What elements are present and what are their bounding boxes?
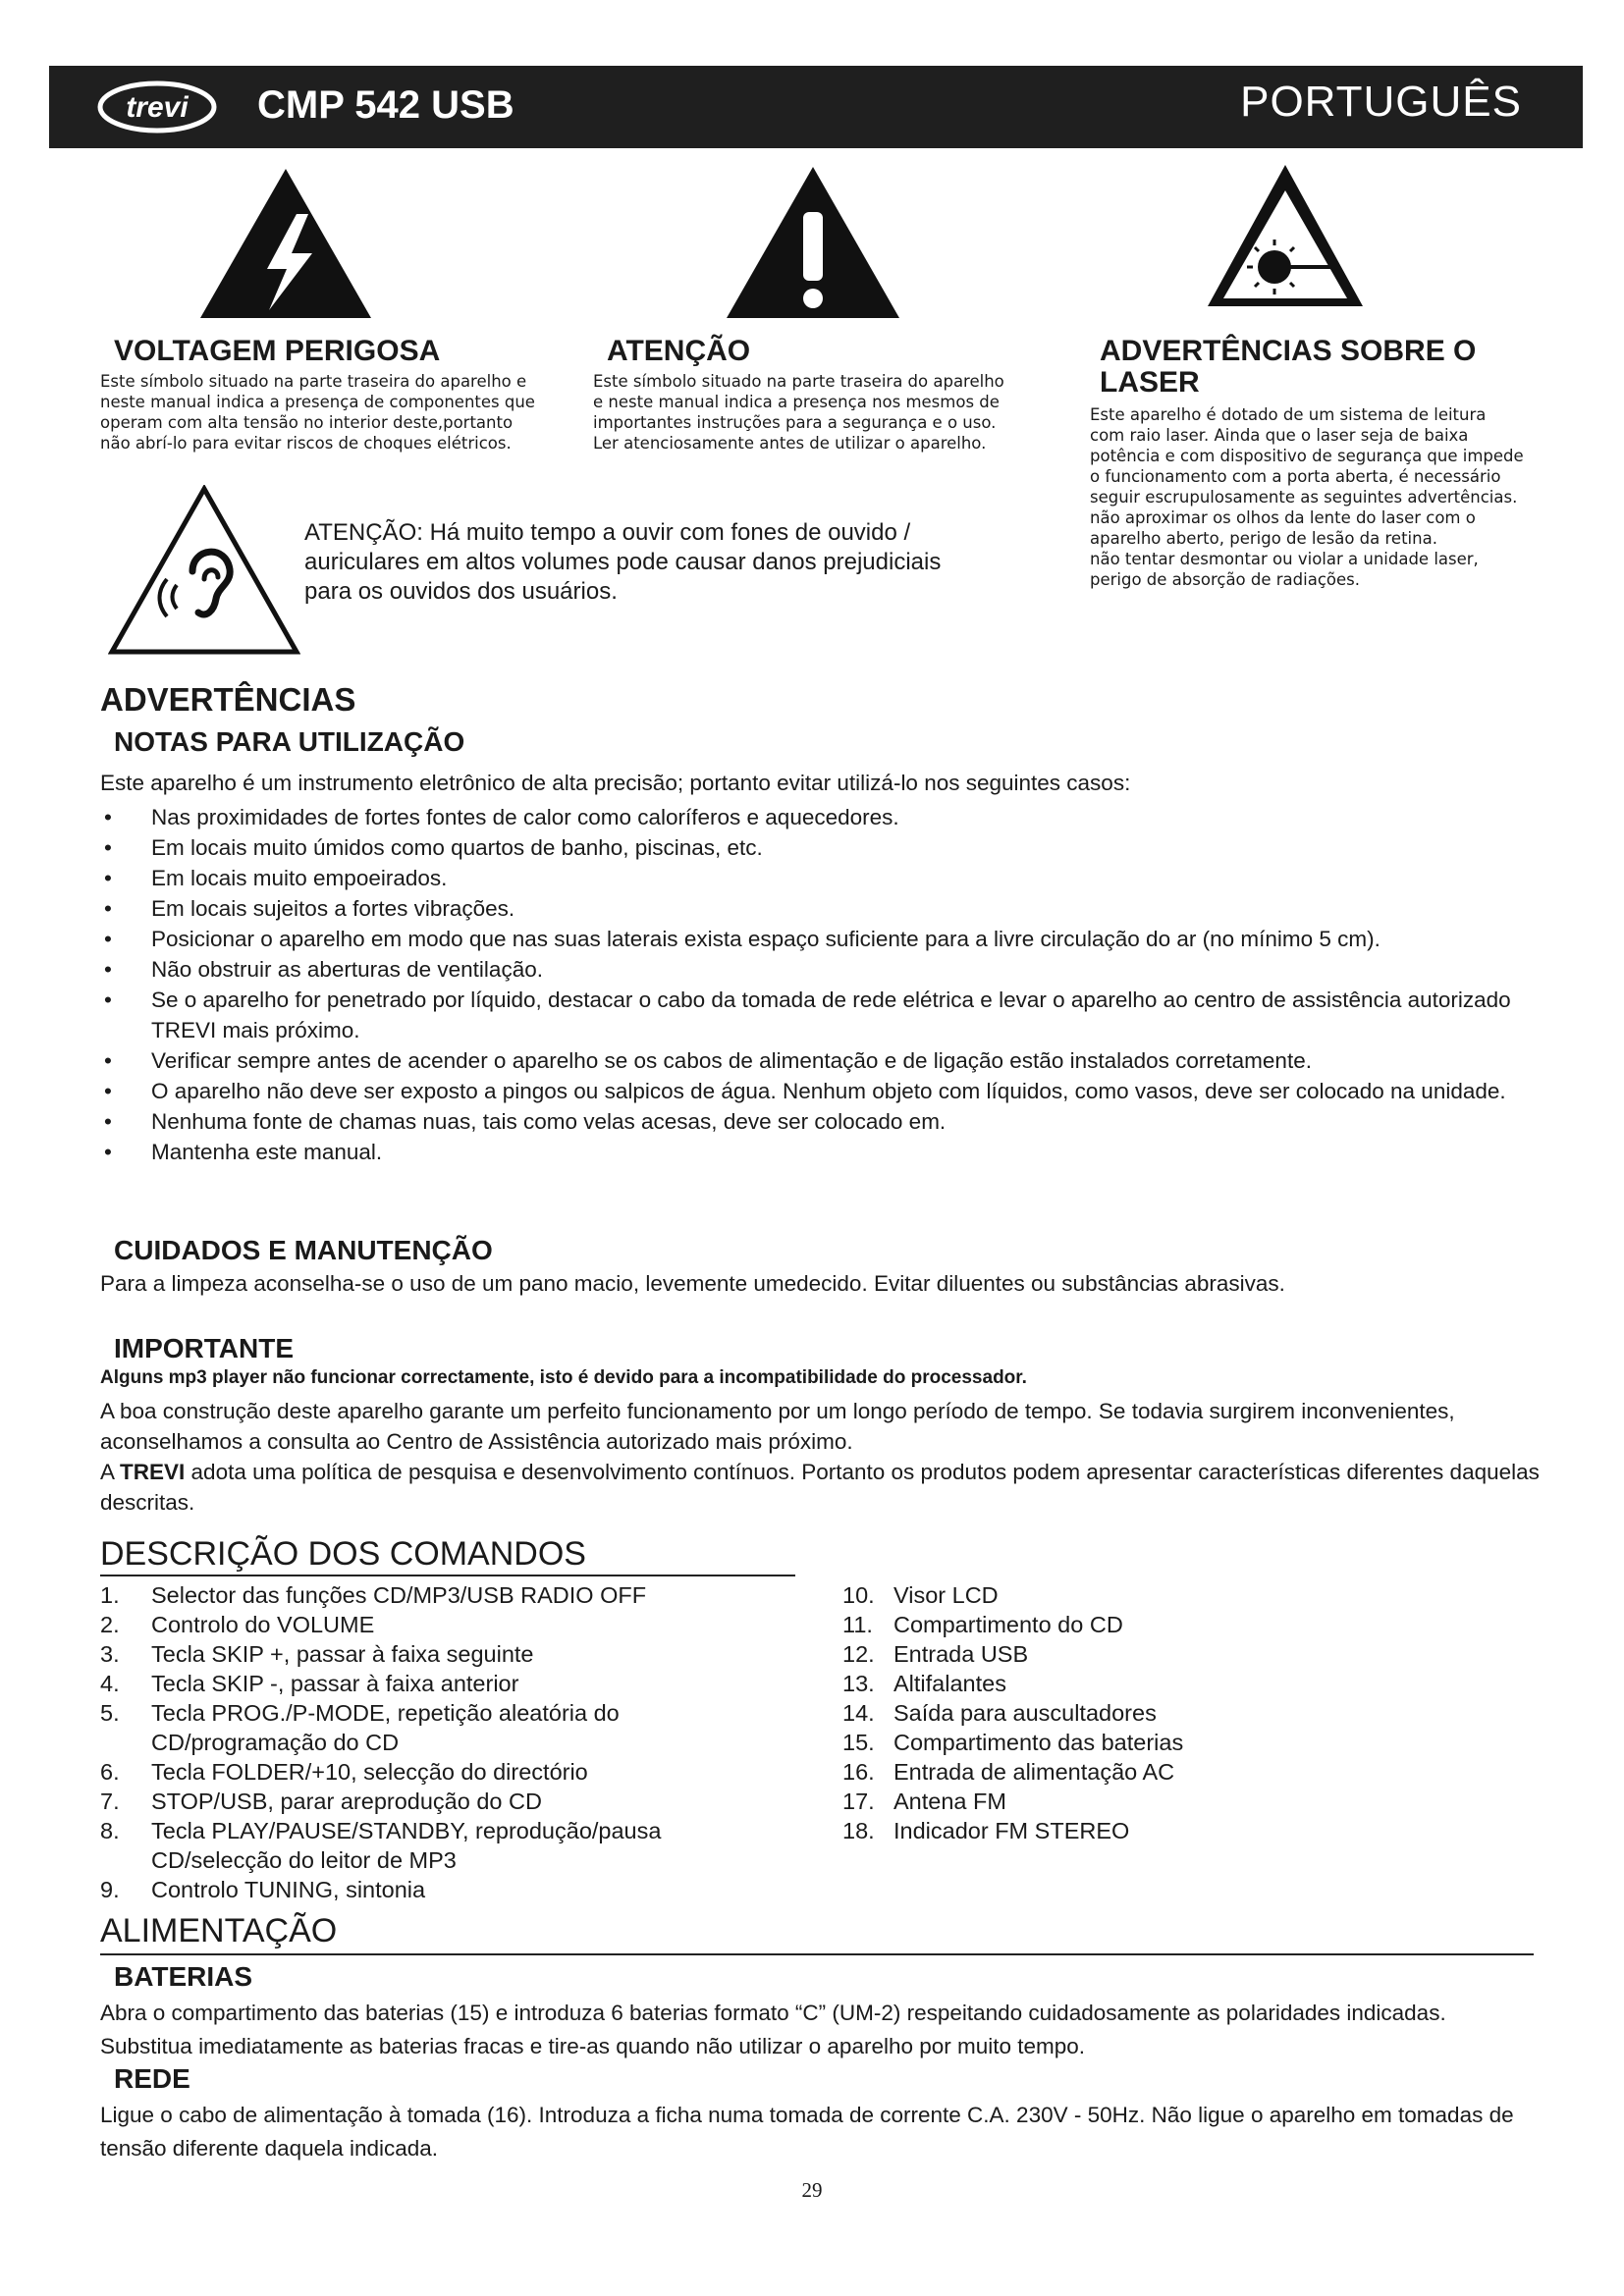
controls-list-left	[100, 1580, 807, 1904]
page-number: 29	[801, 2178, 823, 2202]
list-item: 12. Entrada USB	[842, 1641, 1029, 1667]
laser-warning-icon	[1204, 161, 1367, 310]
laser-warning-title: ADVERTÊNCIAS SOBRE O LASER	[1100, 335, 1477, 399]
exclamation-warning-icon	[725, 165, 901, 320]
notas-intro: Este aparelho é um instrumento eletrônico de alta precisão; portanto evitar utilizá-lo nos seguintes casos:	[100, 771, 1131, 795]
laser-warning-text: Este aparelho é dotado de um sistema de leitura com raio laser. Ainda que o laser seja de baixa potência e com dispositivo de segurança que impede o funcionamento com a porta aberta, é necessário seguir escrupulosamente as seguintes advertências. não aproximar os olhos da lente do laser com o aparelho aberto, perigo de lesão da retina. não tentar desmontar ou violar a unidade laser, perigo de absorção de radiações.	[1090, 405, 1524, 589]
list-item: • Em locais sujeitos a fortes vibrações.	[100, 893, 1553, 924]
list-item: 14. Saída para auscultadores	[842, 1700, 1157, 1726]
list-item: 13. Altifalantes	[842, 1671, 1006, 1696]
alimentacao-heading: ALIMENTAÇÃO	[100, 1912, 338, 1949]
baterias-heading: BATERIAS	[114, 1961, 253, 1992]
attention-warning-text: Este símbolo situado na parte traseira do aparelho e neste manual indica a presença nos mesmos de importantes instruções para a segurança e o uso. Ler atenciosamente antes de utilizar o aparelho.	[593, 372, 1004, 453]
alimentacao-underline	[100, 1953, 1534, 1955]
list-item: 11. Compartimento do CD	[842, 1612, 1123, 1637]
rede-heading: REDE	[114, 2063, 190, 2094]
list-item: 9. Controlo TUNING, sintonia	[100, 1877, 426, 1902]
importante-bold-note: Alguns mp3 player não funcionar correctamente, isto é devido para a incompatibilidade do processador.	[100, 1367, 1027, 1388]
voltage-warning-title: VOLTAGEM PERIGOSA	[114, 335, 441, 367]
list-item: • Mantenha este manual.	[100, 1137, 1553, 1167]
baterias-text: Abra o compartimento das baterias (15) e introduza 6 baterias formato “C” (UM-2) respeitando cuidadosamente as polaridades indicadas. Substitua imediatamente as baterias fracas e tire-as quando não utilizar o aparelho por muito tempo.	[100, 2001, 1446, 2058]
trevi-logo	[96, 80, 218, 134]
notas-heading: NOTAS PARA UTILIZAÇÃO	[114, 726, 465, 757]
list-item: 5. Tecla PROG./P-MODE, repetição aleatória do CD/programação do CD	[100, 1700, 620, 1755]
list-item: • Em locais muito úmidos como quartos de banho, piscinas, etc.	[100, 832, 1553, 863]
list-item: 17. Antena FM	[842, 1789, 1006, 1814]
list-item: 1. Selector das funções CD/MP3/USB RADIO OFF	[100, 1582, 647, 1608]
importante-paragraph-1: A boa construção deste aparelho garante um perfeito funcionamento por um longo período de tempo. Se todavia surgirem inconvenientes, aconselhamos a consulta ao Centro de Assistência autorizado mais próximo.	[100, 1399, 1455, 1454]
list-item: • Posicionar o aparelho em modo que nas suas laterais exista espaço suficiente para a livre circulação do ar (no mínimo 5 cm).	[100, 924, 1553, 954]
list-item: • Nenhuma fonte de chamas nuas, tais como velas acesas, deve ser colocado em.	[100, 1106, 1553, 1137]
list-item: 16. Entrada de alimentação AC	[842, 1759, 1175, 1785]
model-title: CMP 542 USB	[257, 83, 514, 127]
rede-text: Ligue o cabo de alimentação à tomada (16). Introduza a ficha numa tomada de corrente C.A. 230V - 50Hz. Não ligue o aparelho em tomadas de tensão diferente daquela indicada.	[100, 2103, 1514, 2161]
advertencias-heading: ADVERTÊNCIAS	[100, 681, 356, 718]
notas-list	[100, 802, 1553, 1167]
cuidados-text: Para a limpeza aconselha-se o uso de um pano macio, levemente umedecido. Evitar diluentes ou substâncias abrasivas.	[100, 1271, 1285, 1296]
list-item: • Nas proximidades de fortes fontes de calor como caloríferos e aquecedores.	[100, 802, 1553, 832]
list-item: 8. Tecla PLAY/PAUSE/STANDBY, reprodução/pausa CD/selecção do leitor de MP3	[100, 1818, 662, 1873]
voltage-warning-text: Este símbolo situado na parte traseira do aparelho e neste manual indica a presença de componentes que operam com alta tensão no interior deste,portanto não abrí-lo para evitar riscos de choques elétricos.	[100, 372, 535, 453]
svg-text:trevi: trevi	[126, 91, 189, 124]
cuidados-heading: CUIDADOS E MANUTENÇÃO	[114, 1235, 493, 1265]
list-item: • Não obstruir as aberturas de ventilação.	[100, 954, 1553, 985]
comandos-underline	[100, 1575, 795, 1576]
list-item: 2. Controlo do VOLUME	[100, 1612, 375, 1637]
language-label: PORTUGUÊS	[1240, 78, 1522, 126]
list-item: • Se o aparelho for penetrado por líquido, destacar o cabo da tomada de rede elétrica e levar o aparelho ao centro de assistência autorizado TREVI mais próximo.	[100, 985, 1553, 1045]
list-item: 10. Visor LCD	[842, 1582, 999, 1608]
list-item: 4. Tecla SKIP -, passar à faixa anterior	[100, 1671, 519, 1696]
list-item: 7. STOP/USB, parar areprodução do CD	[100, 1789, 542, 1814]
importante-paragraph-2: A TREVI adota uma política de pesquisa e desenvolvimento contínuos. Portanto os produtos podem apresentar características diferentes daquelas descritas.	[100, 1460, 1540, 1515]
list-item: 3. Tecla SKIP +, passar à faixa seguinte	[100, 1641, 534, 1667]
list-item: • Verificar sempre antes de acender o aparelho se os cabos de alimentação e de ligação estão instalados corretamente.	[100, 1045, 1553, 1076]
attention-warning-title: ATENÇÃO	[607, 335, 751, 367]
brand-name: TREVI	[120, 1460, 186, 1484]
hearing-warning-text: ATENÇÃO: Há muito tempo a ouvir com fones de ouvido / auriculares em altos volumes pode causar danos prejudiciais para os ouvidos dos usuários.	[304, 519, 942, 605]
list-item: • Em locais muito empoeirados.	[100, 863, 1553, 893]
hearing-warning-icon	[108, 485, 300, 656]
importante-heading: IMPORTANTE	[114, 1333, 295, 1363]
comandos-heading: DESCRIÇÃO DOS COMANDOS	[100, 1535, 586, 1573]
controls-list-right	[842, 1580, 1432, 1845]
high-voltage-icon	[198, 167, 373, 320]
list-item: • O aparelho não deve ser exposto a pingos ou salpicos de água. Nenhum objeto com líquidos, como vasos, deve ser colocado na unidade.	[100, 1076, 1553, 1106]
list-item: 15. Compartimento das baterias	[842, 1730, 1184, 1755]
list-item: 18. Indicador FM STEREO	[842, 1818, 1130, 1843]
list-item: 6. Tecla FOLDER/+10, selecção do directório	[100, 1759, 588, 1785]
header-bar	[49, 66, 1583, 148]
